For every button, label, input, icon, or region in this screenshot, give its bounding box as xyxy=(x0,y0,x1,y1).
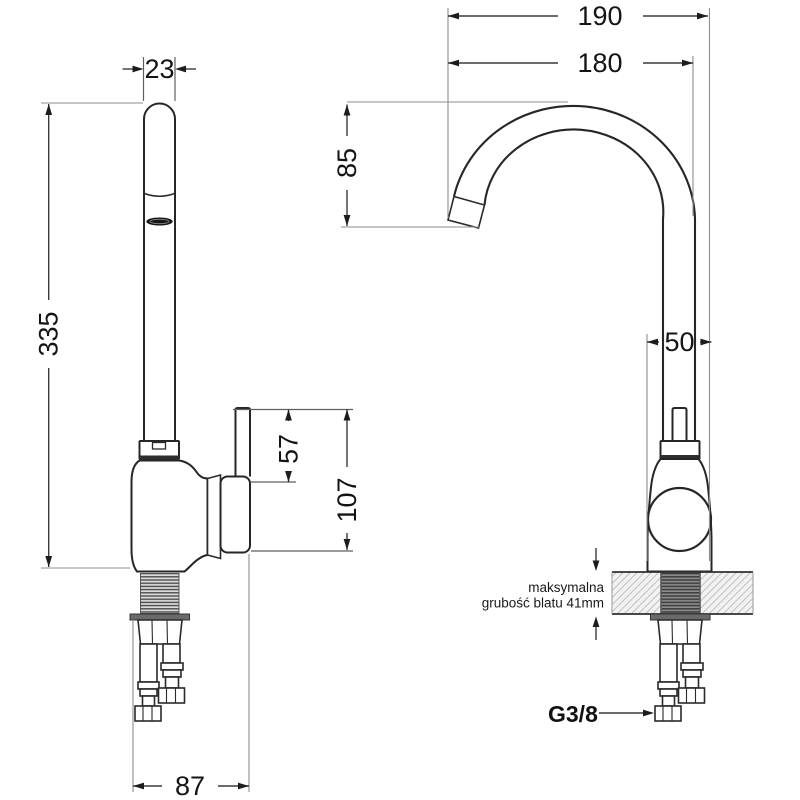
dimension-arrow xyxy=(344,215,351,226)
dimension-spout-tube-width xyxy=(123,54,197,84)
spout-tube-side xyxy=(144,104,175,443)
mounting-washer-side xyxy=(130,614,190,620)
dim-label-body-50: 50 xyxy=(664,327,695,357)
dimension-arrow xyxy=(344,410,351,421)
hose-part xyxy=(166,677,179,688)
dim-label-lever-57: 57 xyxy=(273,433,304,465)
hose-part xyxy=(658,682,679,689)
handle-block-side xyxy=(221,477,251,553)
hose-part xyxy=(135,706,161,721)
dim-label-reach-190: 190 xyxy=(577,1,623,31)
dim-label-depth-87: 87 xyxy=(174,771,206,800)
hose-part xyxy=(163,644,180,663)
dimension-arrow xyxy=(133,783,144,790)
dimension-arrow xyxy=(285,410,292,421)
mounting-threads-side xyxy=(141,574,180,614)
hose-part xyxy=(138,682,159,689)
hose-part xyxy=(663,696,675,706)
mounting-nut-side xyxy=(138,620,182,644)
mounting-nut-facet xyxy=(672,620,673,644)
body-medallion xyxy=(648,488,711,551)
spout-outer-arc xyxy=(454,106,695,441)
hose-part xyxy=(679,688,705,703)
dimension-arrow xyxy=(45,556,52,567)
hose-part xyxy=(159,688,185,703)
hose-part xyxy=(655,706,681,721)
dimension-arc-85 xyxy=(332,105,362,227)
supply-hoses-side xyxy=(135,644,185,721)
hose-part xyxy=(686,677,699,688)
dimension-arrow xyxy=(175,66,186,73)
counter-note-line1: maksymalna xyxy=(528,580,604,595)
dimension-arrow xyxy=(285,471,292,482)
dimension-arrow xyxy=(344,539,351,550)
dimension-arrow xyxy=(45,104,52,115)
supply-hoses-front xyxy=(655,644,705,721)
side-view-figure xyxy=(130,104,250,722)
hose-part xyxy=(660,644,677,682)
countertop-thread-through xyxy=(661,572,700,614)
hose-part xyxy=(681,663,703,670)
handle-lever-rod-side xyxy=(236,408,251,477)
dimension-arrow xyxy=(647,339,658,346)
dimension-arrow xyxy=(448,13,459,20)
dimension-height-107 xyxy=(332,410,362,551)
dim-label-reach-180: 180 xyxy=(577,48,623,78)
spout-collar-notch xyxy=(153,443,166,450)
dim-label-total-height-335: 335 xyxy=(33,311,64,357)
dimension-arrow xyxy=(238,783,249,790)
counter-note-line2: grubość blatu 41mm xyxy=(481,595,604,611)
hose-part xyxy=(683,644,700,663)
handle-joint-band xyxy=(208,475,221,559)
hose-part xyxy=(161,663,183,670)
dimension-arrow xyxy=(133,66,144,73)
dim-label-arc-85: 85 xyxy=(332,147,362,179)
mounting-nut-facet xyxy=(167,620,168,644)
dimension-lever-57 xyxy=(274,410,304,483)
dimension-arrow xyxy=(448,60,459,67)
dimension-annotations xyxy=(34,1,712,800)
dimension-arrow xyxy=(682,60,693,67)
spout-inner-arc xyxy=(485,129,664,441)
thread-size-arrow xyxy=(599,710,654,717)
countertop-section xyxy=(612,572,753,614)
dimension-total-height-335 xyxy=(34,104,64,567)
hose-part xyxy=(140,644,157,682)
thread-size-label: G3/8 xyxy=(548,701,598,727)
faucet-body-side xyxy=(132,461,208,572)
mounting-nut-facet xyxy=(687,620,688,644)
dimension-reach-180 xyxy=(448,48,693,78)
spout-collar-band xyxy=(140,456,180,461)
mounting-washer-front xyxy=(651,614,711,620)
mounting-nut-front xyxy=(658,620,702,644)
dimension-depth-87 xyxy=(133,771,249,800)
dimension-arrow xyxy=(344,105,351,116)
dimension-reach-190 xyxy=(448,1,708,31)
dimension-body-50 xyxy=(647,327,712,357)
hose-part xyxy=(660,689,677,696)
dim-label-height-107: 107 xyxy=(332,477,362,523)
dim-label-spout-tube-width: 23 xyxy=(144,54,175,84)
hose-part xyxy=(163,670,181,677)
hose-part xyxy=(143,696,155,706)
mounting-nut-facet xyxy=(152,620,153,644)
hose-part xyxy=(140,689,157,696)
dimension-arrow xyxy=(697,13,708,20)
hose-part xyxy=(683,670,701,677)
front-view-figure xyxy=(448,106,753,727)
spout-tip-outlet xyxy=(448,197,485,229)
